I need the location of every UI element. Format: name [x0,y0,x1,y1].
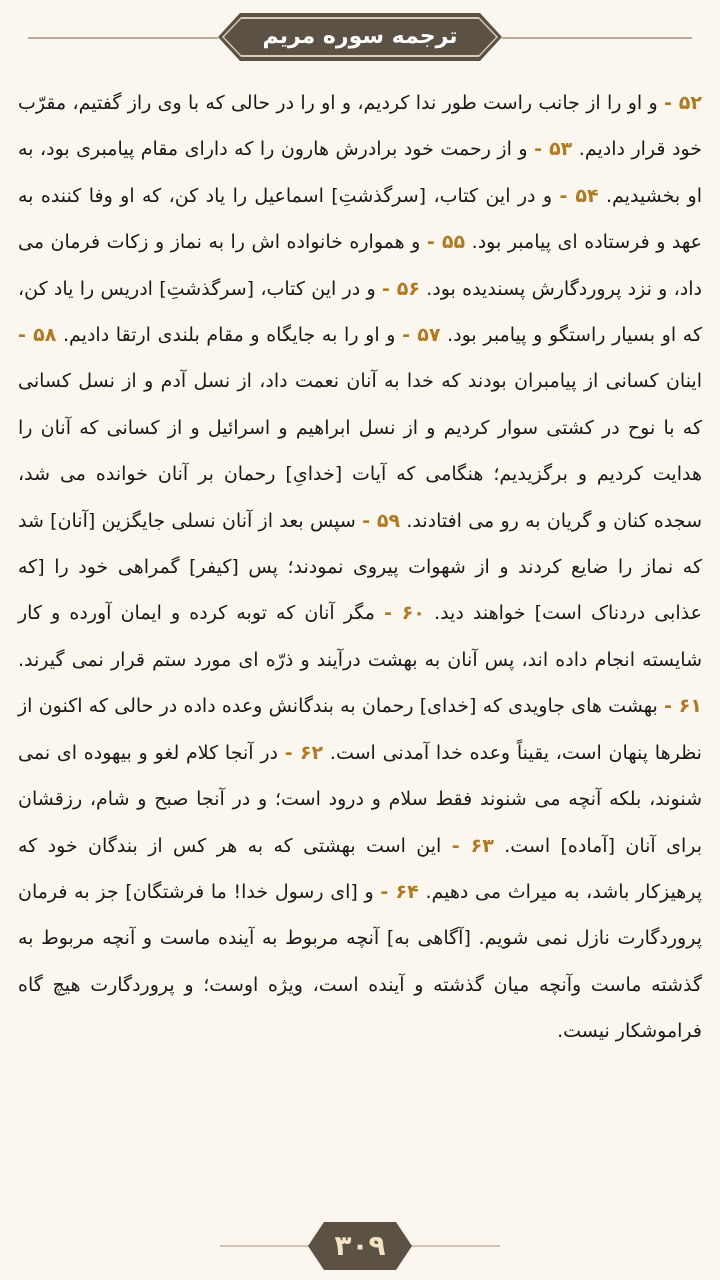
verse-text: و همواره خانواده اش را به نماز و زکات فرمان می داد، و نزد پروردگارش پسندیده بود. [18,231,702,300]
verse-text: و او را به جایگاه و مقام بلندی ارتقا دادیم. [62,324,396,347]
verse-text: و در این کتاب، [سرگذشتِ] ادریس را یاد کن، که او بسیار راستگو و پیامبر بود. [18,277,702,347]
verse-number: ۵۹ - [362,509,401,532]
verse-number: ۵۳ - [534,138,573,161]
verse-57 [63,324,440,346]
verse-text: و او را از جانب راست طور ندا کردیم، و او را در حالی که با وی راز گفتیم، مقرّب خود قرار دادیم. [18,92,702,161]
surah-title: ترجمه سوره مریم [262,24,458,49]
verse-text: بهشت های جاویدی که [خدای] رحمان به بندگانش وعده داده در حالی که اکنون از نظرها پنهان است، یقیناً وعده خدا آمدنی است. [18,695,702,764]
verse-text: و [ای رسول خدا! ما فرشتگان] جز به فرمان پروردگارت نازل نمی شویم. [آگاهی به] آنچه مربوط به آینده ماست و آنچه مربوط به گذشته ماست وآنچه میان گذشته و آینده است، ویژه اوست؛ و پروردگارت هیچ گاه فراموشکار نیست. [18,880,702,1043]
page-header [0,0,720,76]
verse-number: ۵۷ - [402,324,441,347]
verse-number: ۶۱ - [664,695,702,718]
verse-text: مگر آنان که توبه کرده و ایمان آورده و کار شایسته انجام داده اند، پس آنان به بهشت درآیند و ذرّه ای مورد ستم قرار نمی گیرند. [18,602,702,671]
verse-number: ۵۴ - [559,184,599,207]
verse-58 [18,324,702,532]
verse-text: و در این کتاب، [سرگذشتِ] اسماعیل را یاد کن، که او وفا کننده به عهد و فرستاده ای پیامبر بود. [18,184,702,254]
verse-number: ۵۲ - [664,92,702,114]
verse-number: ۶۳ - [451,834,494,857]
page-number: ۳۰۹ [334,1229,386,1262]
verse-number: ۶۰ - [384,602,425,625]
verse-number: ۶۴ - [380,880,419,903]
verse-text: این است بهشتی که به هر کس از بندگان خود که پرهیزکار باشد، به میراث می دهیم. [18,834,703,903]
verse-number: ۵۸ - [18,324,57,347]
footer-divider-right [410,1245,500,1247]
verse-number: ۵۶ - [381,277,420,300]
translation-text [18,80,702,1180]
verse-text: اینان کسانی از پیامبران بودند که خدا به آنان نعمت داد، از نسل آدم و از نسل کسانی که با نوح در کشتی سوار کردیم و از نسل ابراهیم و اسرائیل و از کسانی که آنان را هدایت کردیم و برگزیدیم؛ هنگامی که آیات [خدایِ] رحمان بر آنان خوانده می شد، سجده کنان و گریان به رو می افتادند. [18,370,702,532]
footer-divider-left [220,1245,310,1247]
verse-number: ۶۲ - [284,741,324,764]
verse-number: ۵۵ - [426,231,466,254]
verse-text: در آنجا کلام لغو و بیهوده ای نمی شنوند، بلکه آنچه می شنوند فقط سلام و درود است؛ و در آنجا صبح و شام، رزقشان برای آنان [آماده] است. [18,741,703,857]
header-divider-left [28,37,218,39]
header-divider-right [502,37,692,39]
verse-64 [18,881,702,1042]
verse-text: سپس بعد از آنان نسلی جایگزین [آنان] شد که نماز را ضایع کردند و از شهوات پیروی نمودند؛ پس [کیفر] گمراهی خود را [که عذابی دردناک است] خواهند دید. [18,509,702,625]
verse-text: و از رحمت خود برادرش هارون را که دارای مقام پیامبری بود، به او بخشیدیم. [18,138,702,207]
